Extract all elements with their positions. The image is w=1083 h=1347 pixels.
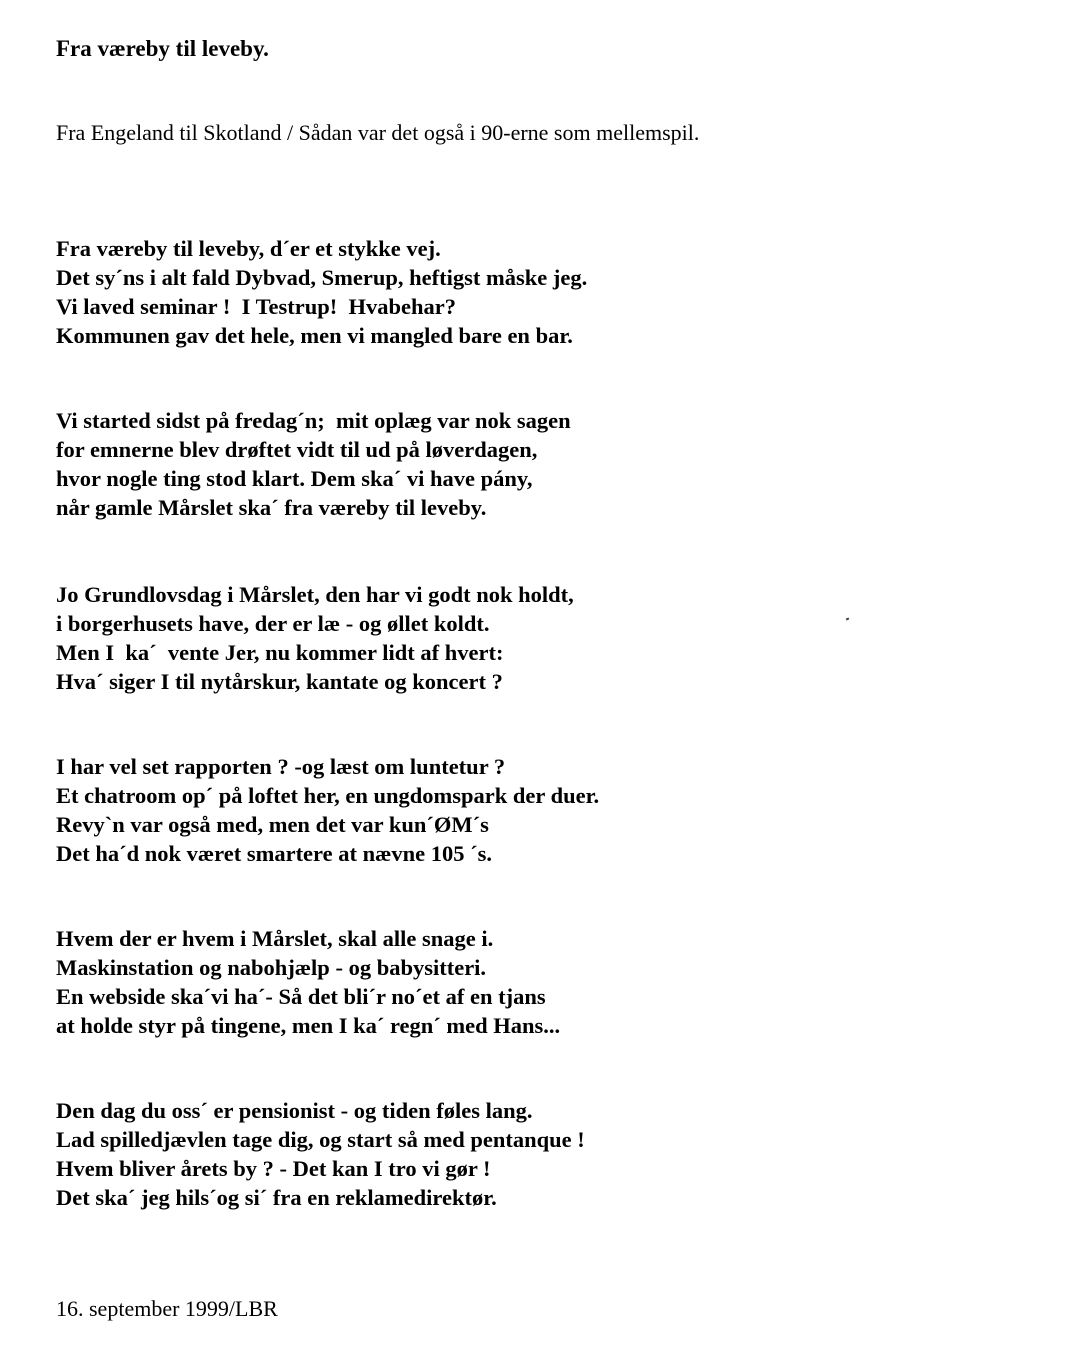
verse-line: I har vel set rapporten ? -og læst om luntetur ?: [56, 754, 506, 779]
scan-speck: [846, 618, 850, 621]
verse-line: Fra væreby til leveby, d´er et stykke vej.: [56, 236, 441, 261]
verse-line: Den dag du oss´ er pensionist - og tiden føles lang.: [56, 1098, 533, 1123]
verse-line: Hvem bliver årets by ? - Det kan I tro vi gør !: [56, 1156, 491, 1181]
verse-line: Lad spilledjævlen tage dig, og start så med pentanque !: [56, 1127, 585, 1152]
verse-1: [56, 234, 587, 350]
verse-line: Kommunen gav det hele, men vi mangled bare en bar.: [56, 323, 573, 348]
verse-line: i borgerhusets have, der er læ - og øllet koldt.: [56, 611, 490, 636]
verse-line: Revy`n var også med, men det var kun´ØM´s: [56, 812, 489, 837]
verse-5: [56, 924, 560, 1040]
verse-line: Jo Grundlovsdag i Mårslet, den har vi godt nok holdt,: [56, 582, 574, 607]
verse-3: [56, 580, 574, 696]
verse-line: Vi laved seminar ! I Testrup! Hvabehar?: [56, 294, 457, 319]
verse-line: En webside ska´vi ha´- Så det bli´r no´et af en tjans: [56, 984, 546, 1009]
poem-title: Fra væreby til leveby.: [56, 36, 269, 61]
verse-line: Det sy´ns i alt fald Dybvad, Smerup, heftigst måske jeg.: [56, 265, 588, 290]
verse-4: [56, 752, 599, 868]
verse-line: Det ha´d nok været smartere at nævne 105 ´s.: [56, 841, 492, 866]
verse-line: for emnerne blev drøftet vidt til ud på løverdagen,: [56, 437, 538, 462]
verse-line: når gamle Mårslet ska´ fra væreby til leveby.: [56, 495, 487, 520]
verse-2: [56, 406, 571, 522]
verse-line: Det ska´ jeg hils´og si´ fra en reklamedirektør.: [56, 1185, 497, 1210]
date-signature: 16. september 1999/LBR: [56, 1296, 278, 1321]
verse-line: Men I ka´ vente Jer, nu kommer lidt af hvert:: [56, 640, 504, 665]
verse-line: Maskinstation og nabohjælp - og babysitteri.: [56, 955, 487, 980]
verse-line: hvor nogle ting stod klart. Dem ska´ vi have pány,: [56, 466, 533, 491]
verse-line: Hva´ siger I til nytårskur, kantate og koncert ?: [56, 669, 503, 694]
verse-line: Hvem der er hvem i Mårslet, skal alle snage i.: [56, 926, 494, 951]
verse-line: Vi started sidst på fredag´n; mit oplæg var nok sagen: [56, 408, 571, 433]
verse-line: at holde styr på tingene, men I ka´ regn´ med Hans...: [56, 1013, 561, 1038]
verse-line: Et chatroom op´ på loftet her, en ungdomspark der duer.: [56, 783, 600, 808]
poem-subtitle: Fra Engeland til Skotland / Sådan var det også i 90-erne som mellemspil.: [56, 120, 700, 145]
verse-6: [56, 1096, 585, 1212]
